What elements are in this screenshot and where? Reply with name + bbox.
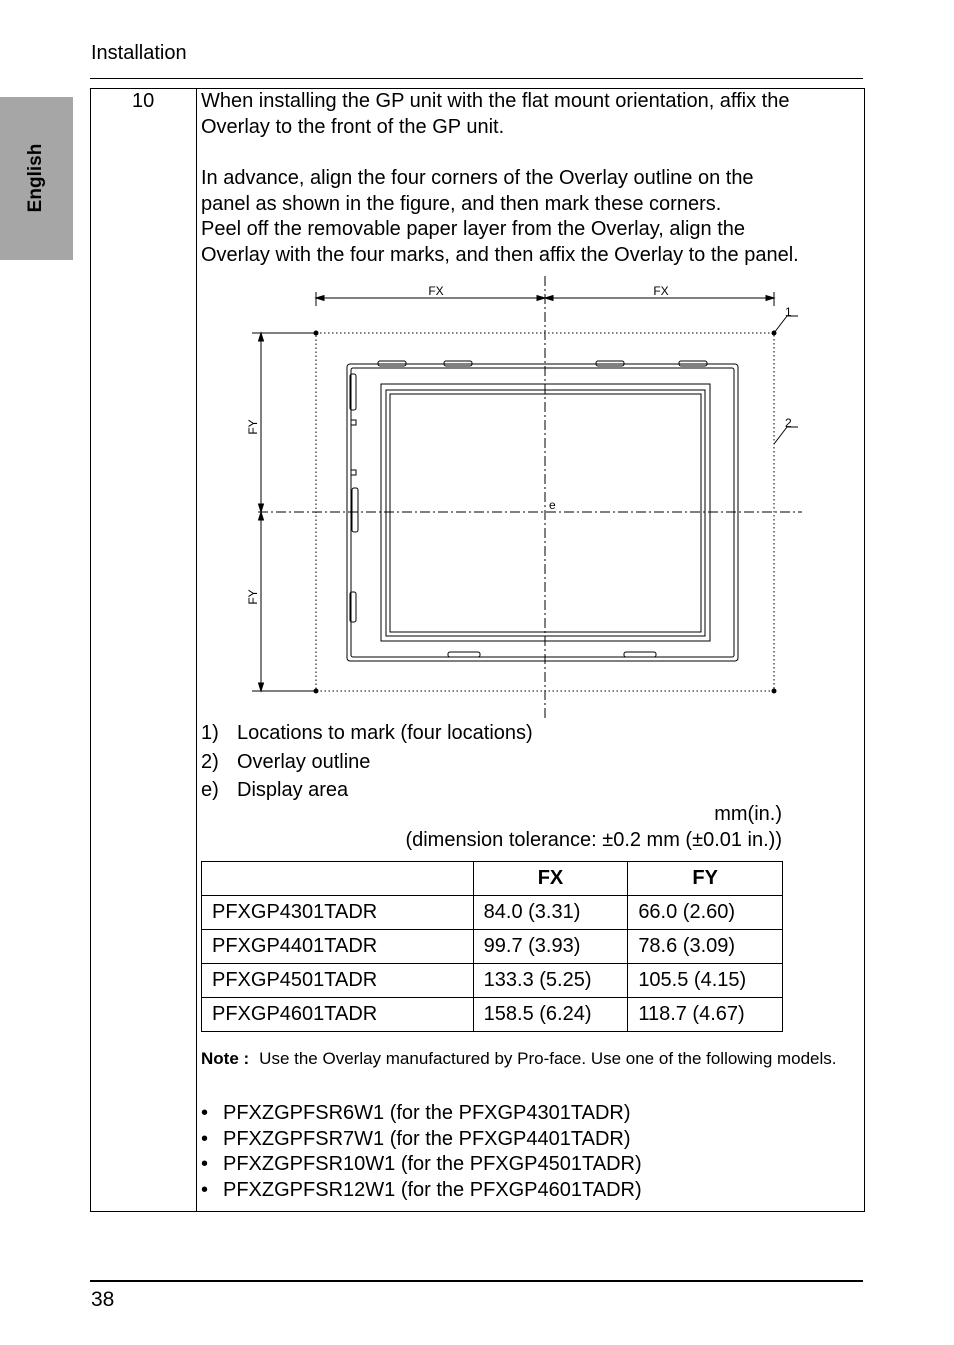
- corner-mark: [772, 689, 777, 694]
- intro-line: When installing the GP unit with the flat mount orientation, affix the: [201, 90, 790, 112]
- legend-text: Locations to mark (four locations): [237, 722, 533, 744]
- list-item: [201, 1152, 642, 1178]
- note: [201, 1048, 861, 1070]
- instruction-line: Peel off the removable paper layer from the Overlay, align the: [201, 218, 745, 240]
- list-item-text: PFXZGPFSR6W1 (for the PFXGP4301TADR): [223, 1102, 631, 1124]
- callout-1-label: 1: [785, 305, 792, 319]
- fx-arrow-right: [766, 296, 774, 301]
- side-slot: [352, 488, 358, 532]
- callout-e-label: e: [549, 498, 556, 512]
- list-item-text: PFXZGPFSR10W1 (for the PFXGP4501TADR): [223, 1153, 642, 1175]
- fy-cell: 78.6 (3.09): [628, 930, 783, 964]
- header-cell: FY: [628, 862, 783, 896]
- fy-cell: 105.5 (4.15): [628, 964, 783, 998]
- bullet-marker: •: [201, 1178, 209, 1201]
- legend-item: [201, 779, 348, 802]
- header-cell: [202, 862, 474, 896]
- fx-label-right: FX: [653, 284, 669, 298]
- model-cell: PFXGP4301TADR: [202, 896, 474, 930]
- fx-cell: 158.5 (6.24): [473, 998, 628, 1032]
- intro-line: Overlay to the front of the GP unit.: [201, 115, 505, 138]
- header-cell: FX: [473, 862, 628, 896]
- fy-arrow-mid-bottom: [259, 512, 264, 520]
- table-row: [202, 930, 783, 964]
- corner-mark: [772, 331, 777, 336]
- note-label: Note :: [201, 1049, 250, 1068]
- list-item-text: PFXZGPFSR12W1 (for the PFXGP4601TADR): [223, 1178, 642, 1201]
- overlay-mounting-diagram: [200, 272, 860, 722]
- tolerance-label: (dimension tolerance: ±0.2 mm (±0.01 in.)): [405, 829, 782, 851]
- table-row: [202, 998, 783, 1032]
- step-divider: [196, 88, 197, 1212]
- corner-mark: [314, 689, 319, 694]
- model-cell: PFXGP4401TADR: [202, 930, 474, 964]
- fx-cell: 84.0 (3.31): [473, 896, 628, 930]
- legend-text: Display area: [237, 779, 349, 801]
- section-title: Installation: [91, 42, 187, 64]
- legend-key: e): [201, 779, 219, 801]
- legend-text: Overlay outline: [237, 751, 371, 773]
- legend-key: 2): [201, 751, 219, 773]
- bottom-tab: [624, 652, 656, 657]
- instruction-line: In advance, align the four corners of the Overlay outline on the: [201, 167, 754, 189]
- fy-cell: 66.0 (2.60): [628, 896, 783, 930]
- fx-arrow-mid-right: [545, 296, 553, 301]
- step-number: 10: [132, 90, 155, 112]
- list-item-text: PFXZGPFSR7W1 (for the PFXGP4401TADR): [223, 1127, 631, 1150]
- page-number: 38: [91, 1288, 115, 1311]
- note-text: Use the Overlay manufactured by Pro-face. Use one of the following models.: [259, 1049, 837, 1068]
- footer-rule: [90, 1280, 863, 1282]
- fx-label-left: FX: [428, 284, 444, 298]
- legend-item: [201, 751, 370, 774]
- header-rule: [90, 78, 863, 79]
- language-tab: [0, 97, 73, 260]
- list-item: [201, 1178, 642, 1204]
- model-cell: PFXGP4501TADR: [202, 964, 474, 998]
- instruction-paragraph: [201, 166, 799, 268]
- corner-mark: [314, 331, 319, 336]
- fy-arrow-top: [259, 333, 264, 341]
- bottom-tab: [448, 652, 480, 657]
- side-clip: [351, 470, 356, 475]
- fx-arrow-left: [316, 296, 324, 301]
- instruction-line: panel as shown in the figure, and then mark these corners.: [201, 192, 722, 215]
- unit-label: mm(in.): [714, 803, 782, 825]
- bullet-marker: •: [201, 1153, 209, 1175]
- fy-cell: 118.7 (4.67): [628, 998, 783, 1032]
- fx-cell: 133.3 (5.25): [473, 964, 628, 998]
- dimensions-table: [201, 861, 783, 1032]
- list-item: [201, 1127, 642, 1153]
- callout-2-label: 2: [785, 416, 792, 430]
- legend-key: 1): [201, 722, 219, 744]
- model-cell: PFXGP4601TADR: [202, 998, 474, 1032]
- table-header-row: [202, 862, 783, 896]
- overlay-model-list: [201, 1101, 642, 1203]
- table-row: [202, 896, 783, 930]
- instruction-line: Overlay with the four marks, and then affix the Overlay to the panel.: [201, 243, 799, 266]
- legend-item: [201, 722, 533, 745]
- fy-label-top: FY: [246, 419, 260, 435]
- fx-cell: 99.7 (3.93): [473, 930, 628, 964]
- fy-arrow-bottom: [259, 683, 264, 691]
- intro-paragraph: [201, 89, 790, 140]
- bullet-marker: •: [201, 1102, 209, 1124]
- fy-label-bottom: FY: [246, 589, 260, 605]
- list-item: [201, 1101, 642, 1127]
- table-row: [202, 964, 783, 998]
- side-clip: [351, 420, 356, 425]
- bullet-marker: •: [201, 1127, 209, 1150]
- language-label: English: [25, 143, 46, 213]
